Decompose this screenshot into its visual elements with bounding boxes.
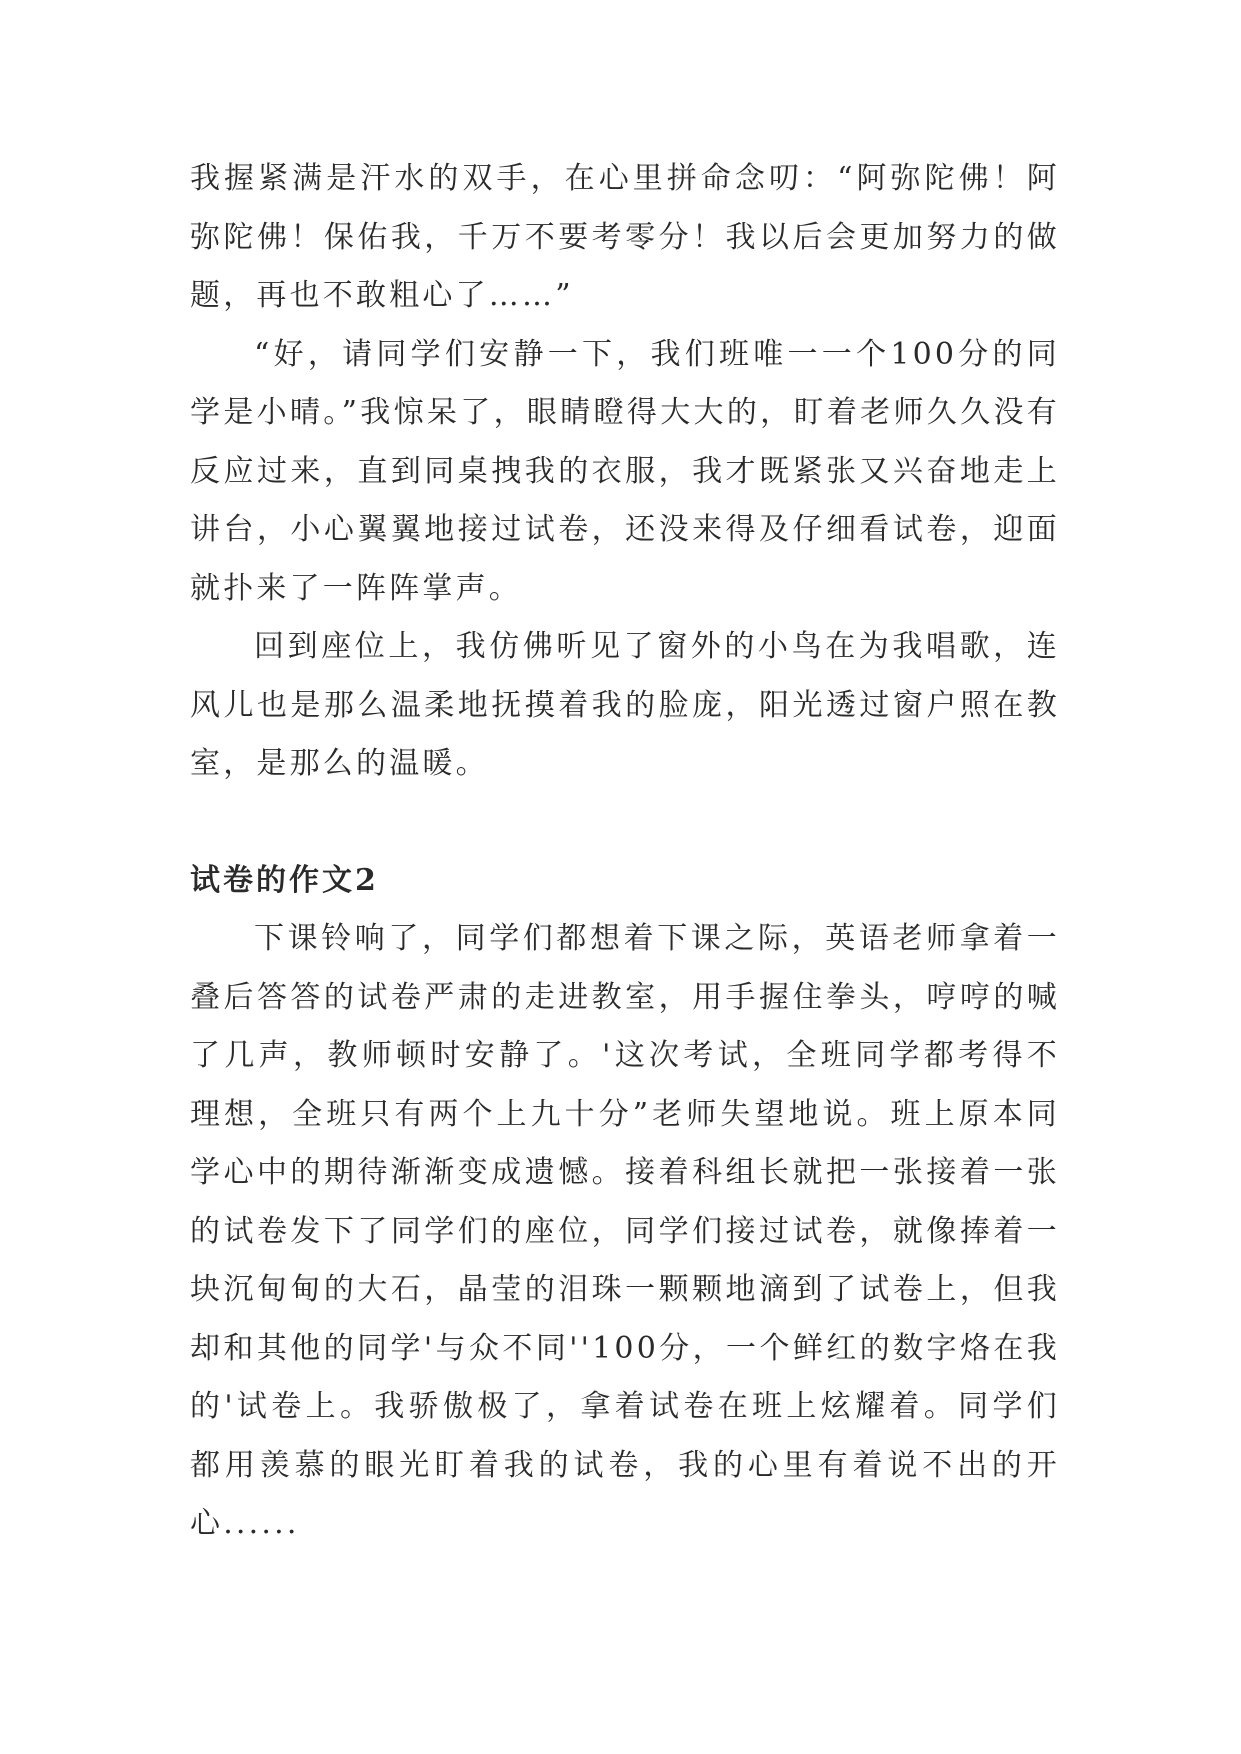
essay2-paragraph-1: 下课铃响了，同学们都想着下课之际，英语老师拿着一叠后答答的试卷严肃的走进教室，用手握住拳头，哼哼的喊了几声，教师顿时安静了。'这次考试，全班同学都考得不理想，全班只有两个上九十分”老师失望地说。班上原本同学心中的期待渐渐变成遗憾。接着科组长就把一张接着一张的试卷发下了同学们的座位，同学们接过试卷，就像捧着一块沉甸甸的大石，晶莹的泪珠一颗颗地滴到了试卷上，但我却和其他的同学'与众不同''100分，一个鲜红的数字烙在我的'试卷上。我骄傲极了，拿着试卷在班上炫耀着。同学们都用羡慕的眼光盯着我的试卷，我的心里有着说不出的开心...... <box>190 921 1060 1541</box>
essay1-paragraph-2: “好，请同学们安静一下，我们班唯一一个100分的同学是小晴。”我惊呆了，眼睛瞪得大大的，盯着老师久久没有反应过来，直到同桌拽我的衣服，我才既紧张又兴奋地走上讲台，小心翼翼地接过试卷，还没来得及仔细看试卷，迎面就扑来了一阵阵掌声。 <box>190 336 1060 606</box>
essay1-paragraph-1: 我握紧满是汗水的双手，在心里拼命念叨：“阿弥陀佛！阿弥陀佛！保佑我，千万不要考零分！我以后会更加努力的做题，再也不敢粗心了……” <box>190 161 1060 313</box>
essay2-title: 试卷的作文2 <box>190 862 379 898</box>
document-page <box>190 150 1060 1554</box>
essay1-paragraph-3: 回到座位上，我仿佛听见了窗外的小鸟在为我唱歌，连风儿也是那么温柔地抚摸着我的脸庞，阳光透过窗户照在教室，是那么的温暖。 <box>190 629 1060 781</box>
